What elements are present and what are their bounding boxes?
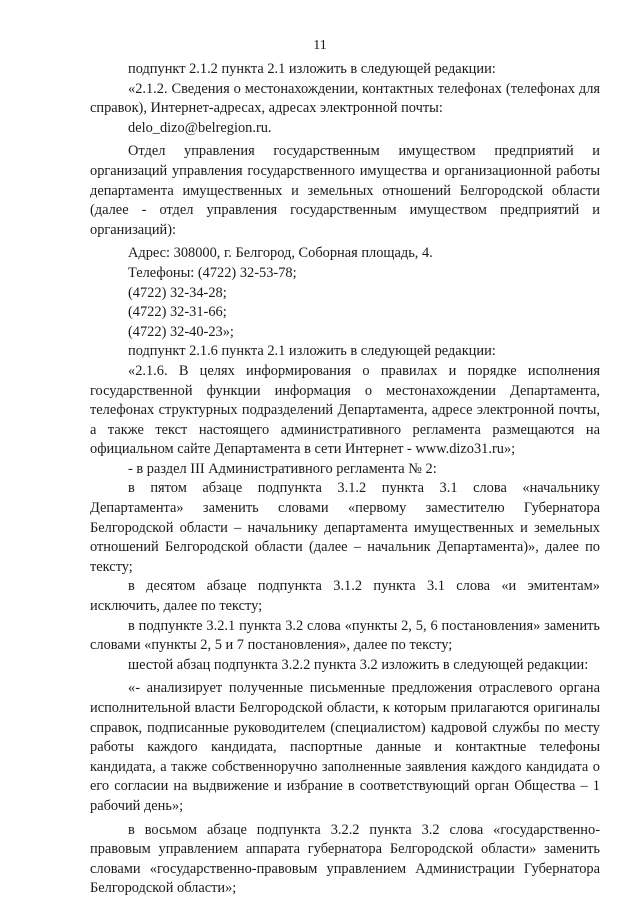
paragraph: «- анализирует полученные письменные предложения отраслевого органа исполнительной власти Белгородской области, к которым прилагаются оригиналы справок, подписанные руководителем (специалистом) кадровой службы по месту работы каждого кандидата, паспортные данные и контактные телефоны кандидата, а также собственноручно заполненные заявления каждого кандидата о его согласии на выдвижение и избрание в соответствующий орган Общества – 1 рабочий день»;	[90, 680, 600, 814]
paragraph: Адрес: 308000, г. Белгород, Соборная площадь, 4.	[128, 245, 433, 262]
page-number: 11	[313, 38, 327, 53]
paragraph: (4722) 32-31-66;	[128, 304, 227, 321]
paragraph: «2.1.6. В целях информирования о правилах и порядке исполнения государственной функции информация о местонахождении Департамента, телефонах структурных подразделений Департамента, адресе электронной почты, а также текст настоящего административного регламента размещаются на официальном сайте Департамента в сети Интернет - www.dizo31.ru»;	[90, 362, 600, 458]
paragraph: «2.1.2. Сведения о местонахождении, контактных телефонах (телефонах для справок), Интернет-адресах, адресах электронной почты:	[90, 80, 600, 117]
paragraph: в восьмом абзаце подпункта 3.2.2 пункта 3.2 слова «государственно-правовым управлением аппарата губернатора Белгородской области» заменить словами «государственно-правовым управлением Администрации Губернатора Белгородской области»;	[90, 821, 600, 897]
paragraph: в подпункте 3.2.1 пункта 3.2 слова «пункты 2, 5, 6 постановления» заменить словами «пункты 2, 5 и 7 постановления», далее по тексту;	[90, 617, 600, 654]
paragraph: (4722) 32-34-28;	[128, 284, 227, 301]
paragraph: в пятом абзаце подпункта 3.1.2 пункта 3.1 слова «начальнику Департамента» заменить словами «первому заместителю Губернатора Белгородской области – начальнику департамента имущественных и земельных отношений Белгородской области (далее – начальник Департамента)», далее по тексту;	[90, 480, 600, 575]
paragraph: (4722) 32-40-23»;	[128, 323, 234, 340]
paragraph: шестой абзац подпункта 3.2.2 пункта 3.2 изложить в следующей редакции:	[128, 656, 589, 673]
document-body	[90, 60, 600, 899]
paragraph: delo_dizo@belregion.ru.	[128, 119, 272, 136]
paragraph: - в раздел III Административного регламента № 2:	[128, 460, 437, 477]
paragraph: Отдел управления государственным имуществом предприятий и организаций управления государственного имущества и организационной работы департамента имущественных и земельных отношений Белгородской области (далее - отдел управления государственным имуществом предприятий и организаций):	[90, 143, 600, 238]
paragraph: в десятом абзаце подпункта 3.1.2 пункта 3.1 слова «и эмитентам» исключить, далее по тексту;	[90, 578, 600, 615]
paragraph: подпункт 2.1.2 пункта 2.1 изложить в следующей редакции:	[128, 61, 496, 77]
paragraph: подпункт 2.1.6 пункта 2.1 изложить в следующей редакции:	[128, 343, 496, 360]
paragraph: Телефоны: (4722) 32-53-78;	[128, 264, 297, 281]
